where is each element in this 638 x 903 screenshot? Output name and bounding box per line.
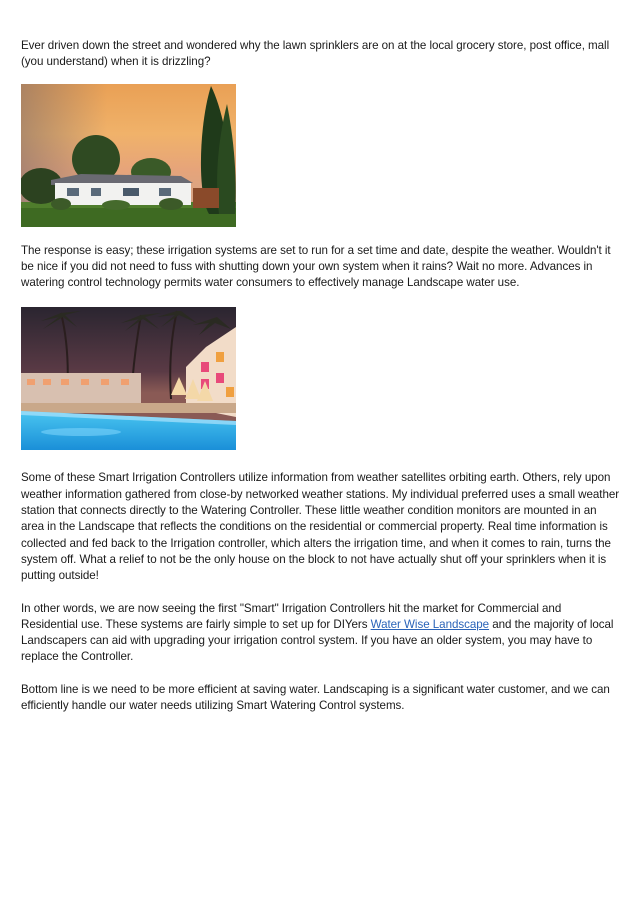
paragraph-response: The response is easy; these irrigation systems are set to run for a set time and date, despite the weather. Wouldn't it be nice if you did not need to fuss with shutting down your own system when it rains? Wait no more. Advances in watering control technology permits water consumers to effectively manage Landscape water use. [21,243,611,290]
paragraph-smart-before: In other words, we are now seeing the first "Smart" Irrigation Controllers hit the market for Commercial and Residential use. These systems are fairly simple to set up for DIYers [21,601,562,631]
paragraph-controllers: Some of these Smart Irrigation Controllers utilize information from weather satellites orbiting earth. Others, rely upon weather information gathered from close-by networked weather stations. My individual preferred uses a small weather station that connects directly to the Watering Controller. These little weather condition monitors are mounted in an area in the Landscape that reflects the conditions on the residential or commercial property. Real time information is collected and fed back to the Irrigation controller, which alters the irrigation time, and when it comes to rain, turns the system off. What a relief to not be the only house on the block to not have actually shut off your sprinklers when it is putting outside! [21,471,620,583]
paragraph-intro: Ever driven down the street and wondered why the lawn sprinklers are on at the local grocery store, post office, mall (you understand) when it is drizzling? [21,39,610,69]
paragraph-smart [21,601,621,666]
document-page [21,38,621,714]
house-sunset-photo [21,84,236,227]
paragraph-smart-after: and the majority of local Landscapers can aid with upgrading your irrigation control system. If you have an older system, you may have to replace the Controller. [21,617,614,664]
paragraph-bottom-line: Bottom line is we need to be more efficient at saving water. Landscaping is a significant water customer, and we can efficiently handle our water needs utilizing Smart Watering Control systems. [21,682,610,713]
water-wise-landscape-link[interactable]: Water Wise Landscape [370,617,490,631]
hotel-pool-night-photo [21,307,236,450]
